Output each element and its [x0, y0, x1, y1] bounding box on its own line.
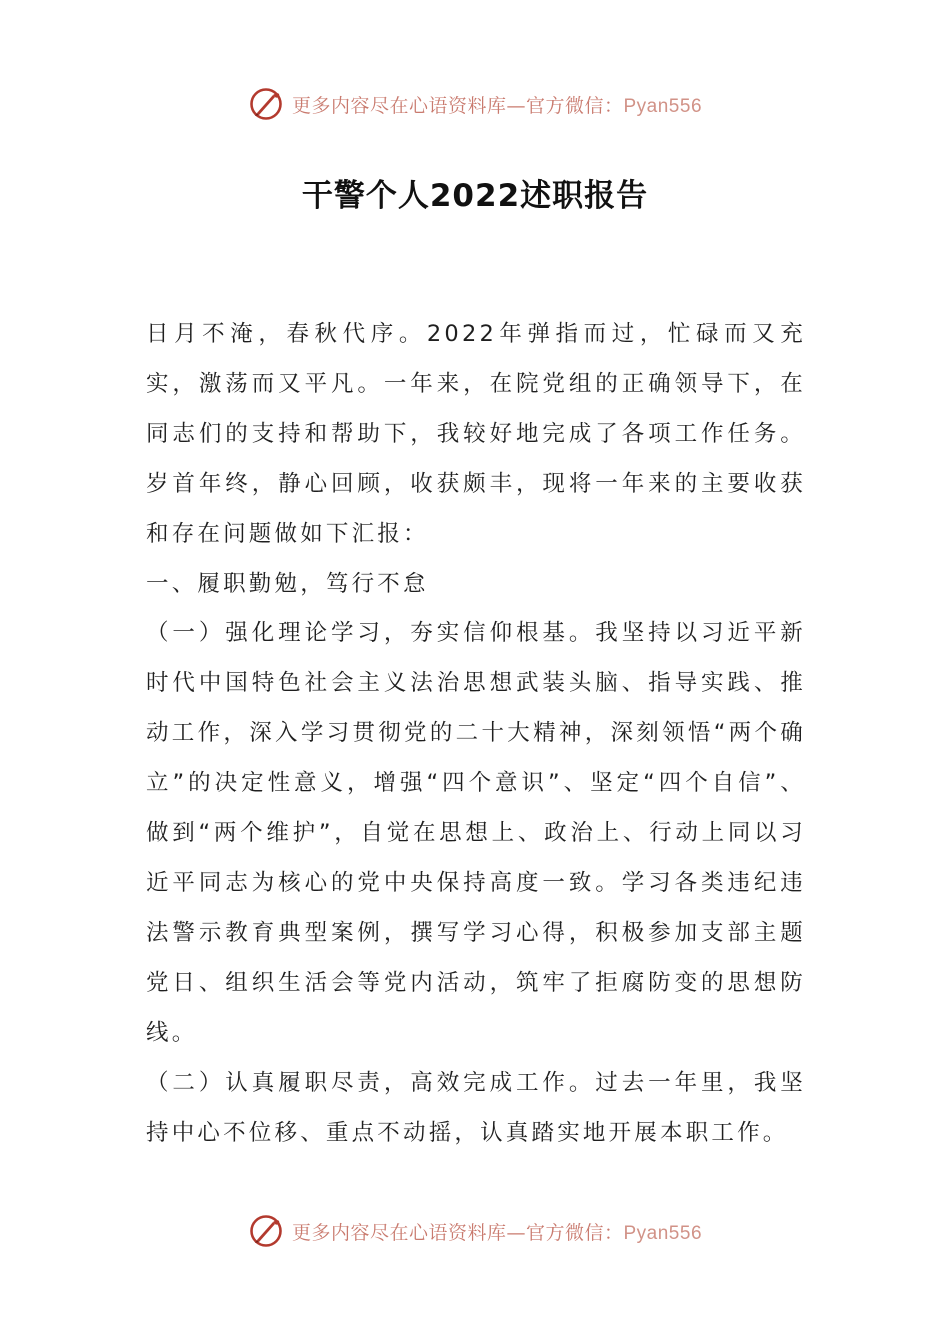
paragraph-theory-study: （一）强化理论学习，夯实信仰根基。我坚持以习近平新时代中国特色社会主义法治思想武装头脑、指导实践、推动工作，深入学习贯彻党的二十大精神，深刻领悟“两个确立”的决定性意义，增强“四个意识”、坚定“四个自信”、做到“两个维护”，自觉在思想上、政治上、行动上同以习近平同志为核心的党中央保持高度一致。学习各类违纪违法警示教育典型案例，撰写学习心得，积极参加支部主题党日、组织生活会等党内活动，筑牢了拒腐防变的思想防线。 — [146, 620, 806, 1046]
wechat-id: Pyan556 — [623, 95, 703, 117]
document-body — [146, 310, 806, 1158]
watermark-footer — [0, 1211, 950, 1251]
quill-logo-icon — [248, 1213, 284, 1249]
watermark-header — [0, 84, 950, 124]
document-title: 干警个人2022述职报告 — [301, 178, 649, 214]
watermark-text: 更多内容尽在心语资料库—官方微信：Pyan556 — [291, 1221, 703, 1244]
quill-logo-icon — [248, 86, 284, 122]
section-heading: 一、履职勤勉，笃行不怠 — [146, 570, 429, 597]
wechat-id: Pyan556 — [623, 1222, 703, 1244]
paragraph-duty: （二）认真履职尽责，高效完成工作。过去一年里，我坚持中心不位移、重点不动摇，认真踏实地开展本职工作。 — [146, 1069, 806, 1146]
paragraph-intro: 日月不淹，春秋代序。2022年弹指而过，忙碌而又充实，激荡而又平凡。一年来，在院党组的正确领导下，在同志们的支持和帮助下，我较好地完成了各项工作任务。岁首年终，静心回顾，收获颇丰，现将一年来的主要收获和存在问题做如下汇报： — [146, 321, 806, 547]
watermark-text: 更多内容尽在心语资料库—官方微信：Pyan556 — [291, 94, 703, 117]
